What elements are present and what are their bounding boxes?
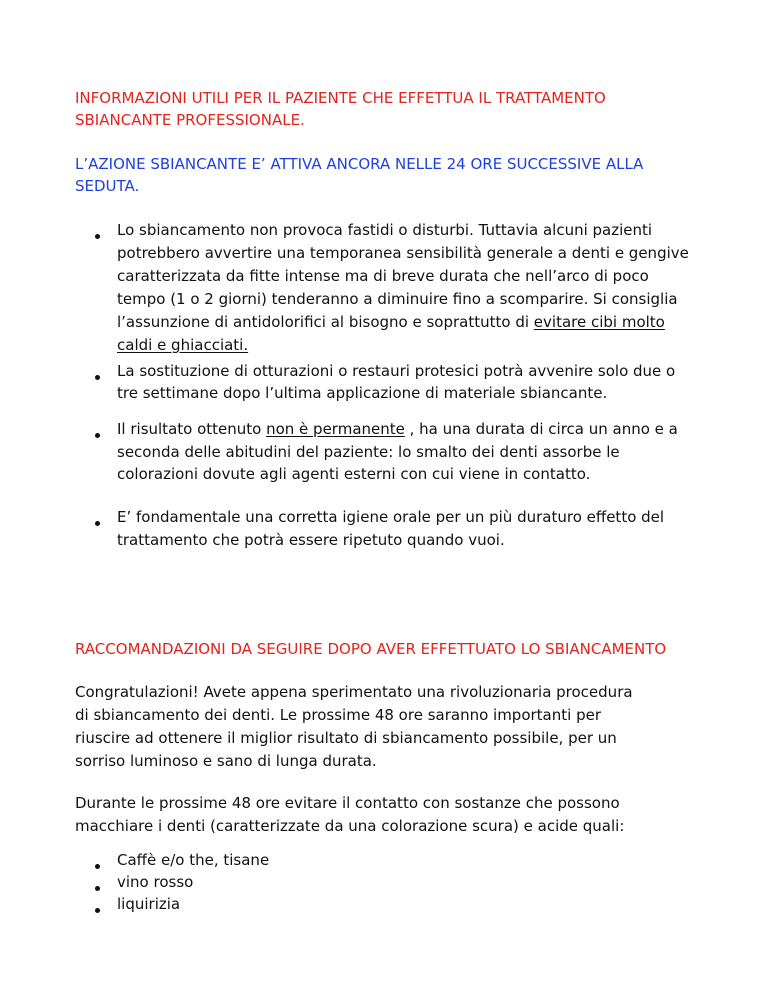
congrats-paragraph-line-4: sorriso luminoso e sano di lunga durata.	[75, 752, 377, 770]
bullet-icon	[95, 864, 100, 869]
info-item-1-underlined-text: evitare cibi molto	[533, 313, 665, 331]
recommendations-heading: RACCOMANDAZIONI DA SEGUIRE DOPO AVER EFFETTUATO LO SBIANCAMENTO	[75, 640, 667, 658]
info-item-3-line-1	[117, 418, 678, 440]
info-item-1-line-5-plain: l’assunzione di antidolorifici al bisogno e soprattutto di	[117, 313, 534, 331]
info-item-3-before: Il risultato ottenuto	[117, 420, 267, 438]
info-item-3-after: , ha una durata di circa un anno e a	[404, 420, 678, 438]
bullet-icon	[95, 234, 100, 239]
bullet-icon	[95, 886, 100, 891]
bullet-icon	[95, 433, 100, 438]
info-item-1-line-3: caratterizzata da fitte intense ma di breve durata che nell’arco di poco	[117, 267, 649, 285]
congrats-paragraph-line-1: Congratulazioni! Avete appena sperimentato una rivoluzionaria procedura	[75, 683, 633, 701]
info-item-1-line-1: Lo sbiancamento non provoca fastidi o disturbi. Tuttavia alcuni pazienti	[117, 221, 653, 239]
subtitle-line-1: L’AZIONE SBIANCANTE E’ ATTIVA ANCORA NELLE 24 ORE SUCCESSIVE ALLA	[75, 155, 644, 173]
info-item-4-line-2: trattamento che potrà essere ripetuto quando vuoi.	[117, 531, 505, 549]
info-item-1-line-6: caldi e ghiacciati.	[117, 336, 249, 354]
info-item-2-line-2: tre settimane dopo l’ultima applicazione di materiale sbiancante.	[117, 384, 608, 402]
bullet-icon	[95, 521, 100, 526]
info-item-4-line-1: E’ fondamentale una corretta igiene orale per un più duraturo effetto del	[117, 508, 665, 526]
info-item-1-line-2: potrebbero avvertire una temporanea sensibilità generale a denti e gengive	[117, 244, 689, 262]
subtitle-line-2: SEDUTA.	[75, 177, 140, 195]
congrats-paragraph-line-2: di sbiancamento dei denti. Le prossime 48 ore saranno importanti per	[75, 706, 601, 724]
title-line-2: SBIANCANTE PROFESSIONALE.	[75, 111, 305, 129]
info-item-1-line-5	[117, 311, 665, 333]
avoid-paragraph-line-1: Durante le prossime 48 ore evitare il contatto con sostanze che possono	[75, 794, 620, 812]
avoid-list-item: vino rosso	[117, 873, 194, 891]
title-line-1: INFORMAZIONI UTILI PER IL PAZIENTE CHE EFFETTUA IL TRATTAMENTO	[75, 89, 606, 107]
avoid-list-item: Caffè e/o the, tisane	[117, 851, 270, 869]
congrats-paragraph-line-3: riuscire ad ottenere il miglior risultato di sbiancamento possibile, per un	[75, 729, 617, 747]
bullet-icon	[95, 375, 100, 380]
avoid-paragraph-line-2: macchiare i denti (caratterizzate da una colorazione scura) e acide quali:	[75, 817, 625, 835]
info-item-2-line-1: La sostituzione di otturazioni o restauri protesici potrà avvenire solo due o	[117, 362, 676, 380]
info-item-3-line-2: seconda delle abitudini del paziente: lo smalto dei denti assorbe le	[117, 443, 620, 461]
info-item-1-line-4: tempo (1 o 2 giorni) tenderanno a diminuire fino a scomparire. Si consiglia	[117, 290, 678, 308]
info-item-3-underlined-text: non è permanente	[266, 420, 405, 438]
bullet-icon	[95, 908, 100, 913]
avoid-list-item: liquirizia	[117, 895, 181, 913]
info-item-3-line-3: colorazioni dovute agli agenti esterni con cui viene in contatto.	[117, 465, 591, 483]
